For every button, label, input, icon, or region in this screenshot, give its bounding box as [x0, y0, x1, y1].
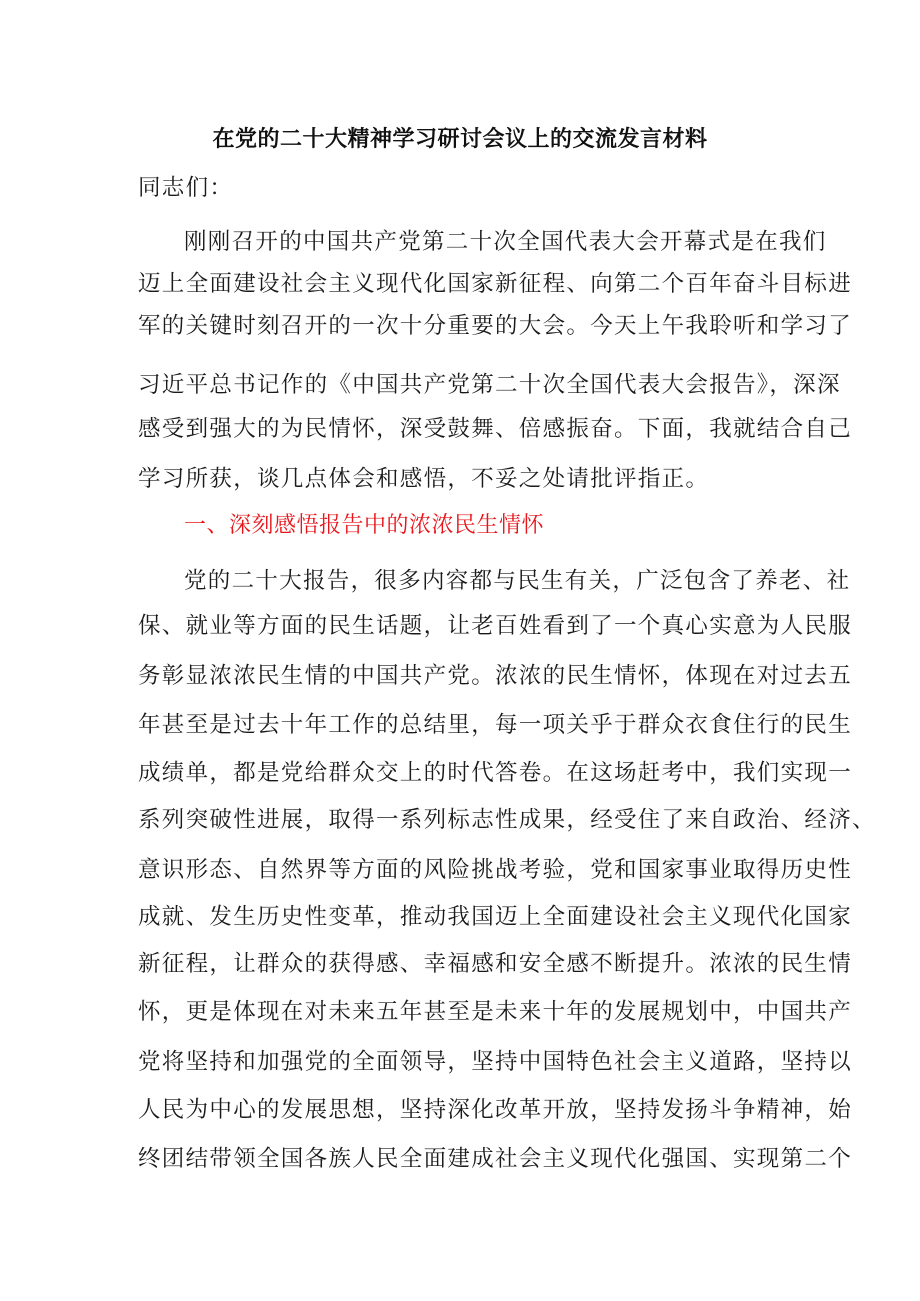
paragraph-line: 成绩单，都是党给群众交上的时代答卷。在这场赶考中，我们实现一 — [138, 760, 853, 786]
paragraph-line: 党将坚持和加强党的全面领导，坚持中国特色社会主义道路，坚持以 — [138, 1049, 853, 1075]
paragraph-line: 新征程，让群众的获得感、幸福感和安全感不断提升。浓浓的民生情 — [138, 951, 853, 977]
paragraph-line: 迈上全面建设社会主义现代化国家新征程、向第二个百年奋斗目标进 — [138, 271, 853, 297]
paragraph-line: 保、就业等方面的民生话题，让老百姓看到了一个真心实意为人民服 — [138, 613, 853, 639]
paragraph-line: 刚刚召开的中国共产党第二十次全国代表大会开幕式是在我们 — [184, 229, 827, 255]
salutation: 同志们： — [138, 175, 234, 201]
paragraph-line: 终团结带领全国各族人民全面建成社会主义现代化强国、实现第二个 — [138, 1146, 853, 1172]
paragraph-line: 习近平总书记作的《中国共产党第二十次全国代表大会报告》，深深 — [138, 372, 841, 398]
paragraph-line: 军的关键时刻召开的一次十分重要的大会。今天上午我聆听和学习了 — [138, 313, 853, 339]
paragraph-line: 怀，更是体现在对未来五年甚至是未来十年的发展规划中，中国共产 — [138, 999, 853, 1025]
paragraph-line: 系列突破性进展，取得一系列标志性成果，经受住了来自政治、经济、 — [138, 807, 876, 833]
paragraph-line: 意识形态、自然界等方面的风险挑战考验，党和国家事业取得历史性 — [138, 857, 853, 883]
paragraph-line: 成就、发生历史性变革，推动我国迈上全面建设社会主义现代化国家 — [138, 904, 853, 930]
document-title: 在党的二十大精神学习研讨会议上的交流发言材料 — [212, 127, 708, 152]
paragraph-line: 年甚至是过去十年工作的总结里，每一项关乎于群众衣食住行的民生 — [138, 712, 853, 738]
paragraph-line: 学习所获，谈几点体会和感悟，不妥之处请批评指正。 — [138, 466, 710, 492]
paragraph-line: 感受到强大的为民情怀，深受鼓舞、倍感振奋。下面，我就结合自己 — [138, 416, 853, 442]
paragraph-line: 党的二十大报告，很多内容都与民生有关，广泛包含了养老、社 — [184, 568, 851, 594]
section-heading-1: 一、深刻感悟报告中的浓浓民生情怀 — [184, 513, 545, 538]
paragraph-line: 务彰显浓浓民生情的中国共产党。浓浓的民生情怀，体现在对过去五 — [138, 663, 853, 689]
paragraph-line: 人民为中心的发展思想，坚持深化改革开放，坚持发扬斗争精神，始 — [138, 1097, 853, 1123]
